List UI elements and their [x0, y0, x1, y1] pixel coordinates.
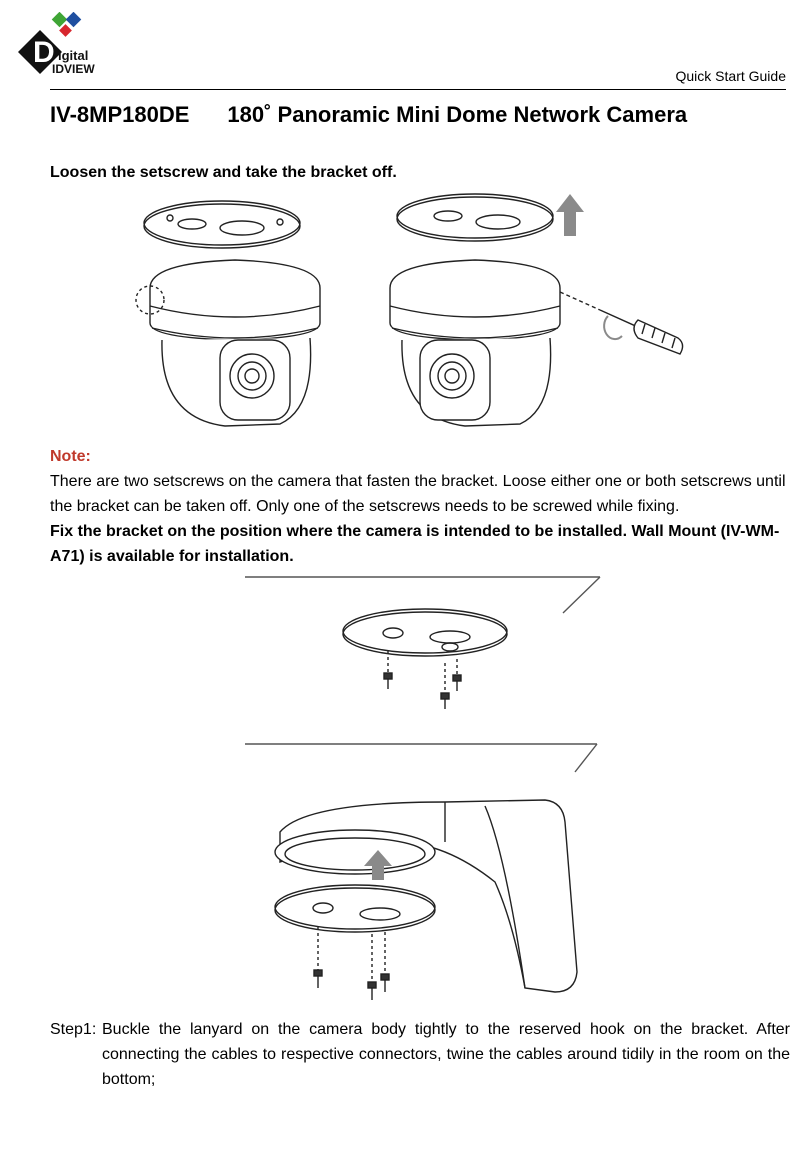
- logo-word-idview: IDVIEW: [52, 62, 95, 76]
- brand-logo: [18, 12, 108, 78]
- screw-icon: [453, 659, 461, 691]
- step-1: [50, 1017, 790, 1092]
- step-1-text: Buckle the lanyard on the camera body tightly to the reserved hook on the bracket. After connecting the cables to respective connectors, twine the cables around tidily in the room on the bottom;: [102, 1021, 790, 1088]
- instruction-fix-bracket: Fix the bracket on the position where the camera is intended to be installed. Wall Mount (IV-WM-A71) is available for installation.: [50, 523, 780, 565]
- header-divider: [50, 89, 786, 90]
- bracket-plate: [275, 885, 435, 932]
- bracket-plate: [343, 609, 507, 656]
- camera-left: [136, 260, 320, 426]
- instruction-loosen: Loosen the setscrew and take the bracket off.: [50, 164, 397, 181]
- bracket-plate-right: [397, 194, 553, 241]
- page-title: [50, 102, 687, 128]
- figure-wall-bracket: [245, 575, 605, 715]
- screw-icon: [314, 927, 322, 988]
- screw-icon: [381, 932, 389, 992]
- screw-icon: [384, 651, 392, 689]
- title-model: IV-8MP180DE: [50, 102, 190, 127]
- note-label: Note:: [50, 448, 91, 465]
- guide-label: Quick Start Guide: [675, 68, 786, 84]
- logo-letter: D: [33, 36, 55, 69]
- title-product: 180˚ Panoramic Mini Dome Network Camera: [227, 102, 688, 127]
- bracket-plate-left: [144, 201, 300, 248]
- camera-right: [390, 260, 560, 426]
- note-text: There are two setscrews on the camera that fasten the bracket. Loose either one or both setscrews until the bracket can be taken off. Only one of the setscrews needs to be screwed while fixing.: [50, 473, 786, 515]
- figure-bracket-removal: [130, 188, 700, 448]
- screw-icon: [368, 934, 376, 1000]
- logo-word-digital: igital: [58, 48, 89, 63]
- note-block: [50, 444, 790, 569]
- screwdriver-icon: [560, 292, 683, 354]
- arrow-up-icon: [556, 194, 584, 236]
- step-1-label: Step1:: [50, 1021, 97, 1038]
- figure-wall-mount: [245, 742, 605, 1012]
- screw-icon: [441, 663, 449, 709]
